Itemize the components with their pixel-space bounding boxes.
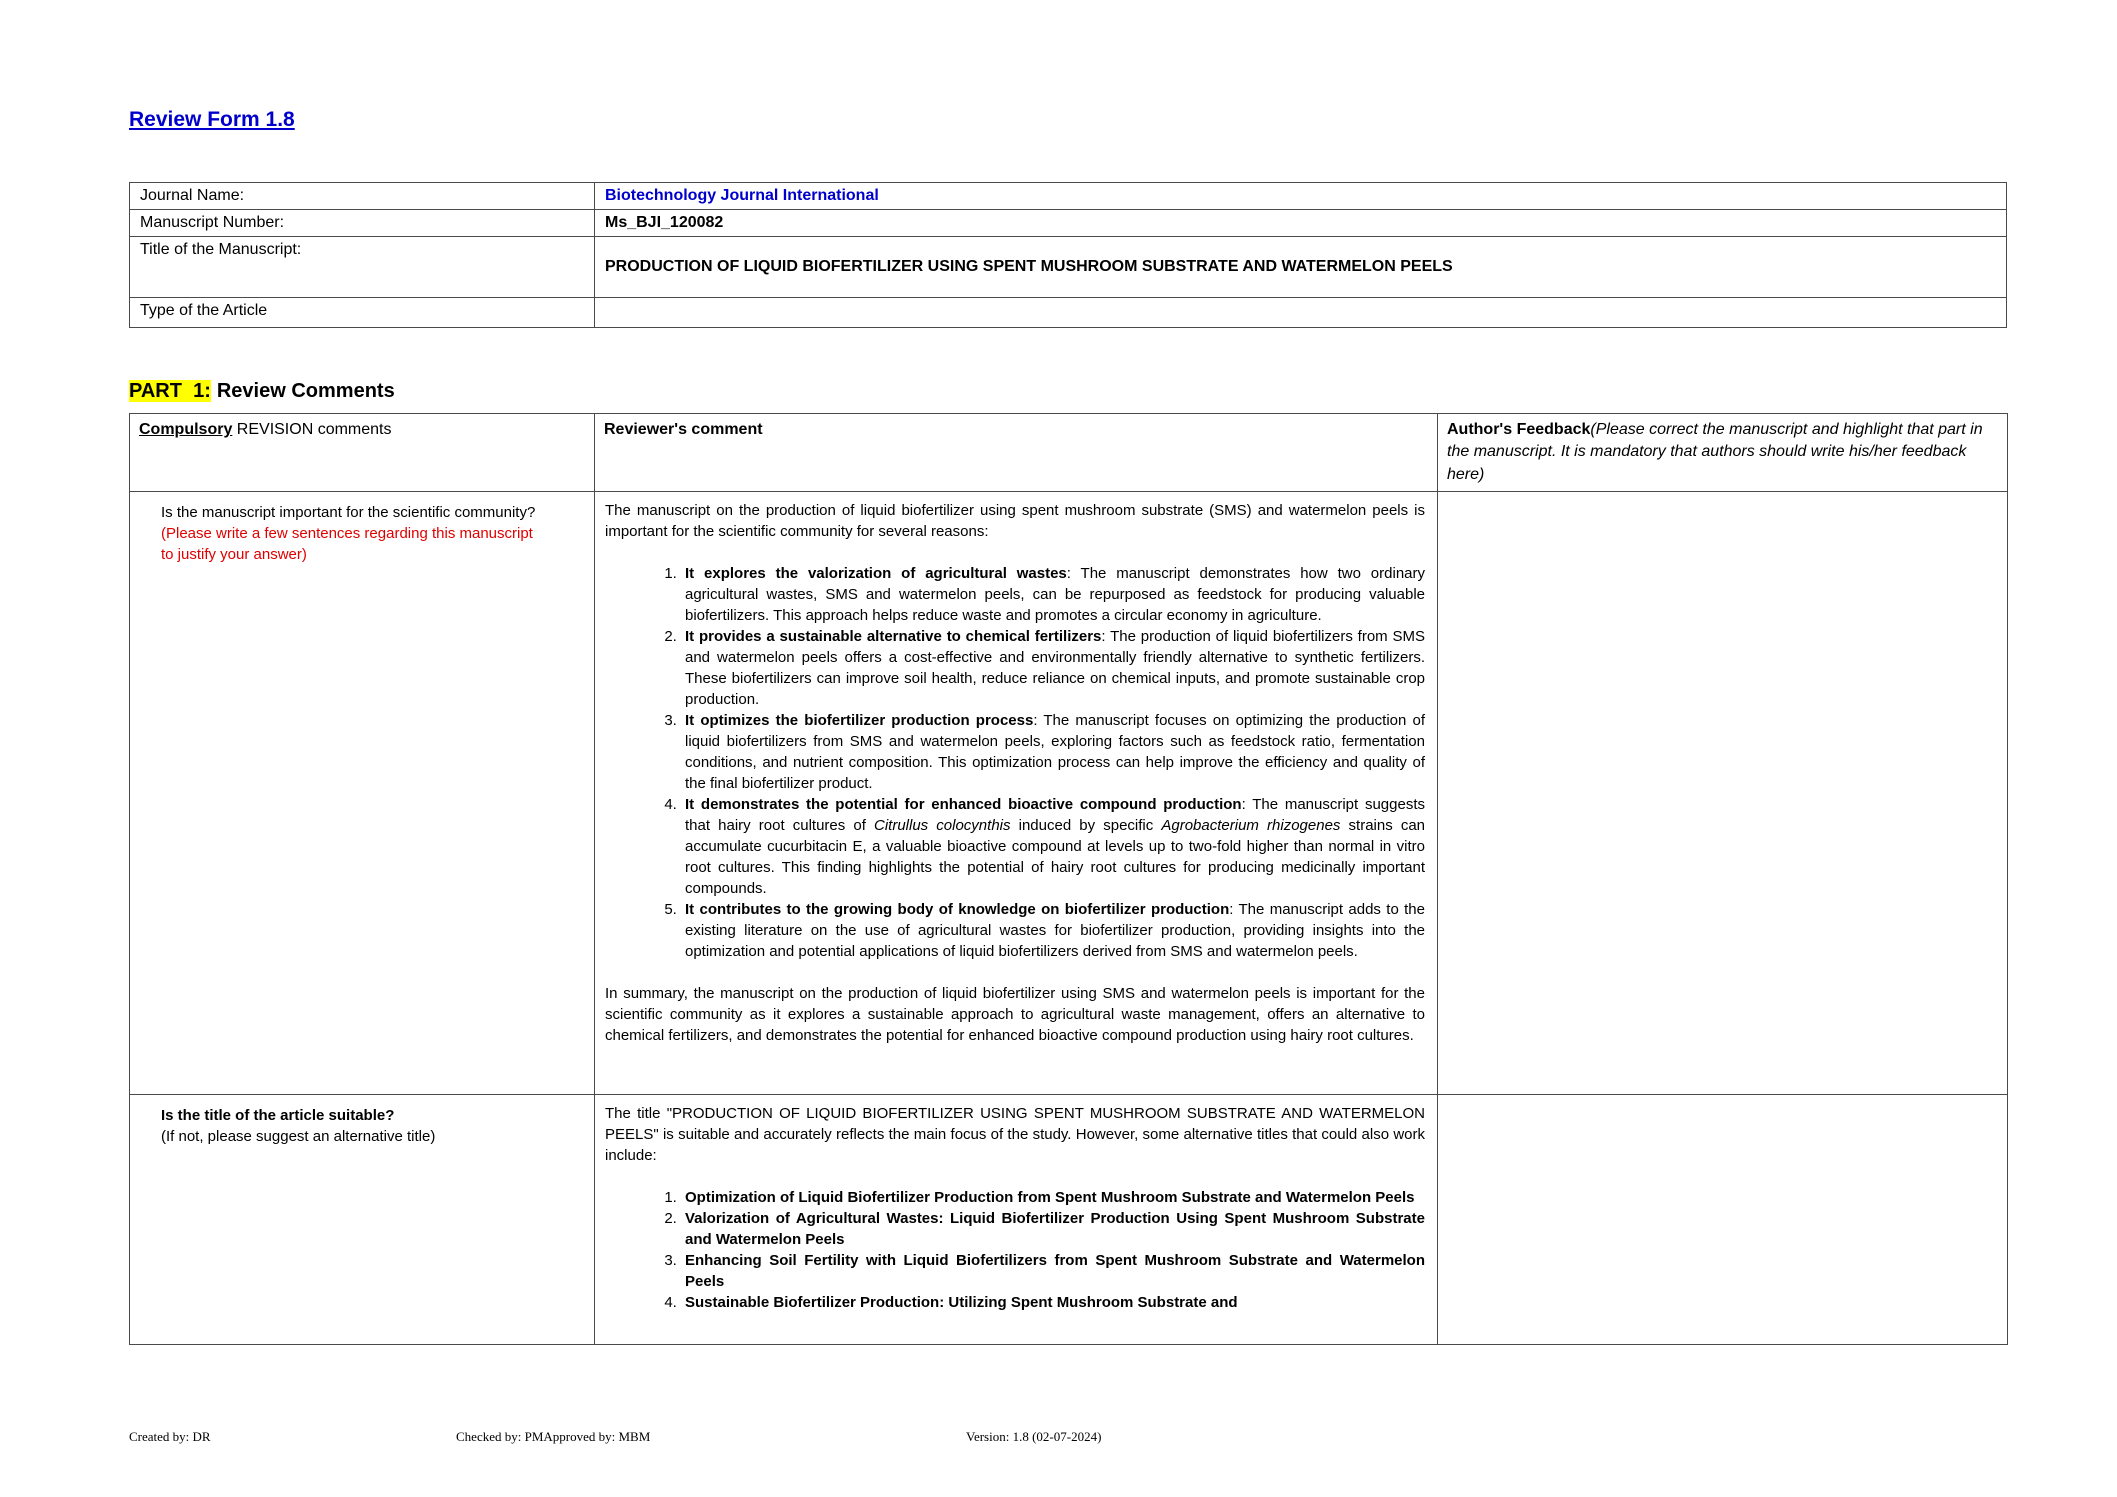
meta-value-journal-name: Biotechnology Journal International [595,183,2007,210]
reviewer-comment-importance [595,492,1438,1095]
page-title[interactable]: Review Form 1.8 [129,108,295,131]
part1-heading [129,380,2007,403]
header-compulsory-revision [130,414,595,492]
meta-value-manuscript-number: Ms_BJI_120082 [595,210,2007,237]
alt-title-item: 2. Valorization of Agricultural Wastes: Liquid Biofertilizer Production Using Spent Mushroom Substrate and Watermelon Peels [681,1208,1425,1250]
meta-value-article-type [595,298,2007,328]
review-table-header-row [130,414,2008,492]
comment-intro: The manuscript on the production of liquid biofertilizer using spent mushroom substrate (SMS) and watermelon peels is important for the scientific community for several reasons: [605,502,1425,541]
review-comments-table [129,413,2008,1345]
meta-label-article-type: Type of the Article [130,298,595,328]
question-title-suitable: Is the title of the article suitable? [161,1107,395,1125]
review-row-importance [130,492,2008,1095]
question-cell-importance [130,492,595,1095]
part1-title: Review Comments [216,380,395,402]
manuscript-meta-table [129,182,2007,328]
footer-checked-approved-by: Checked by: PMApproved by: MBM [456,1429,651,1444]
meta-label-manuscript-number: Manuscript Number: [130,210,595,237]
meta-value-title: PRODUCTION OF LIQUID BIOFERTILIZER USING SPENT MUSHROOM SUBSTRATE AND WATERMELON PEELS [595,237,2007,298]
title-comment-intro: The title "PRODUCTION OF LIQUID BIOFERTILIZER USING SPENT MUSHROOM SUBSTRATE AND WATERMELON PEELS" is suitable and accurately reflects the main focus of the study. However, some alternative titles that could also work include: [605,1105,1425,1165]
meta-row-title [130,237,2007,298]
header-author-feedback-note: (Please correct the manuscript and highlight that part in the manuscript. It is mandatory that authors should write his/her feedback here) [1447,421,1983,483]
reason-item: 1. It explores the valorization of agricultural wastes: The manuscript demonstrates how two ordinary agricultural wastes, SMS and watermelon peels, can be repurposed as feedstock for producing valuable biofertilizers. This approach helps reduce waste and promotes a circular economy in agriculture. [681,563,1425,626]
alt-title-item: 3. Enhancing Soil Fertility with Liquid Biofertilizers from Spent Mushroom Substrate and Watermelon Peels [681,1250,1425,1292]
alternative-titles-list [605,1187,1425,1313]
meta-label-journal-name: Journal Name: [130,183,595,210]
author-feedback-cell-importance[interactable] [1438,492,2008,1095]
header-reviewer-comment: Reviewer's comment [595,414,1438,492]
reason-item: 4. It demonstrates the potential for enhanced bioactive compound production: The manuscript suggests that hairy root cultures of Citrullus colocynthis induced by specific Agrobacterium rhizogenes strains can accumulate cucurbitacin E, a valuable bioactive compound at levels up to two-fold higher than normal in vitro root cultures. This finding highlights the potential of hairy root cultures for producing medicinally important compounds. [681,794,1425,899]
footer-created-by: Created by: DR [129,1429,211,1444]
reason-item: 2. It provides a sustainable alternative to chemical fertilizers: The production of liquid biofertilizers from SMS and watermelon peels offers a cost-effective and environmentally friendly alternative to synthetic fertilizers. These biofertilizers can improve soil health, reduce reliance on chemical inputs, and promote sustainable crop production. [681,626,1425,710]
header-author-feedback-label: Author's Feedback [1447,421,1591,438]
reasons-list [605,563,1425,962]
footer-version: Version: 1.8 (02-07-2024) [966,1429,1102,1444]
question-cell-title [130,1095,595,1345]
question-title-note: (If not, please suggest an alternative title) [161,1128,436,1146]
review-row-title-suitability [130,1095,2008,1345]
meta-label-title: Title of the Manuscript: [130,237,595,298]
header-revision-label: REVISION comments [232,421,392,438]
meta-row-journal [130,183,2007,210]
alt-title-item: 1. Optimization of Liquid Biofertilizer Production from Spent Mushroom Substrate and Watermelon Peels [681,1187,1425,1208]
meta-row-article-type [130,298,2007,328]
comment-summary: In summary, the manuscript on the production of liquid biofertilizer using SMS and watermelon peels is important for the scientific community as it explores a sustainable approach to agricultural waste management, offers an alternative to chemical fertilizers, and demonstrates the potential for enhanced bioactive compound production using hairy root cultures. [605,985,1425,1045]
reason-item: 5. It contributes to the growing body of knowledge on biofertilizer production: The manuscript adds to the existing literature on the use of agricultural wastes for biofertilizer production, providing insights into the optimization and potential applications of liquid biofertilizers derived from SMS and watermelon peels. [681,899,1425,962]
header-compulsory-label: Compulsory [139,421,233,438]
question-importance: Is the manuscript important for the scientific community? [161,504,536,522]
author-feedback-cell-title[interactable] [1438,1095,2008,1345]
meta-row-manuscript-number [130,210,2007,237]
header-author-feedback [1438,414,2008,492]
alt-title-item: 4. Sustainable Biofertilizer Production: Utilizing Spent Mushroom Substrate and [681,1292,1425,1313]
part1-badge: PART 1: [129,380,211,402]
reviewer-comment-title [595,1095,1438,1345]
reason-item: 3. It optimizes the biofertilizer production process: The manuscript focuses on optimizing the production of liquid biofertilizers from SMS and watermelon peels, exploring factors such as feedstock ratio, fermentation conditions, and nutrient composition. This optimization process can help improve the efficiency and quality of the final biofertilizer product. [681,710,1425,794]
question-importance-note: (Please write a few sentences regarding this manuscript to justify your answer) [161,525,533,564]
